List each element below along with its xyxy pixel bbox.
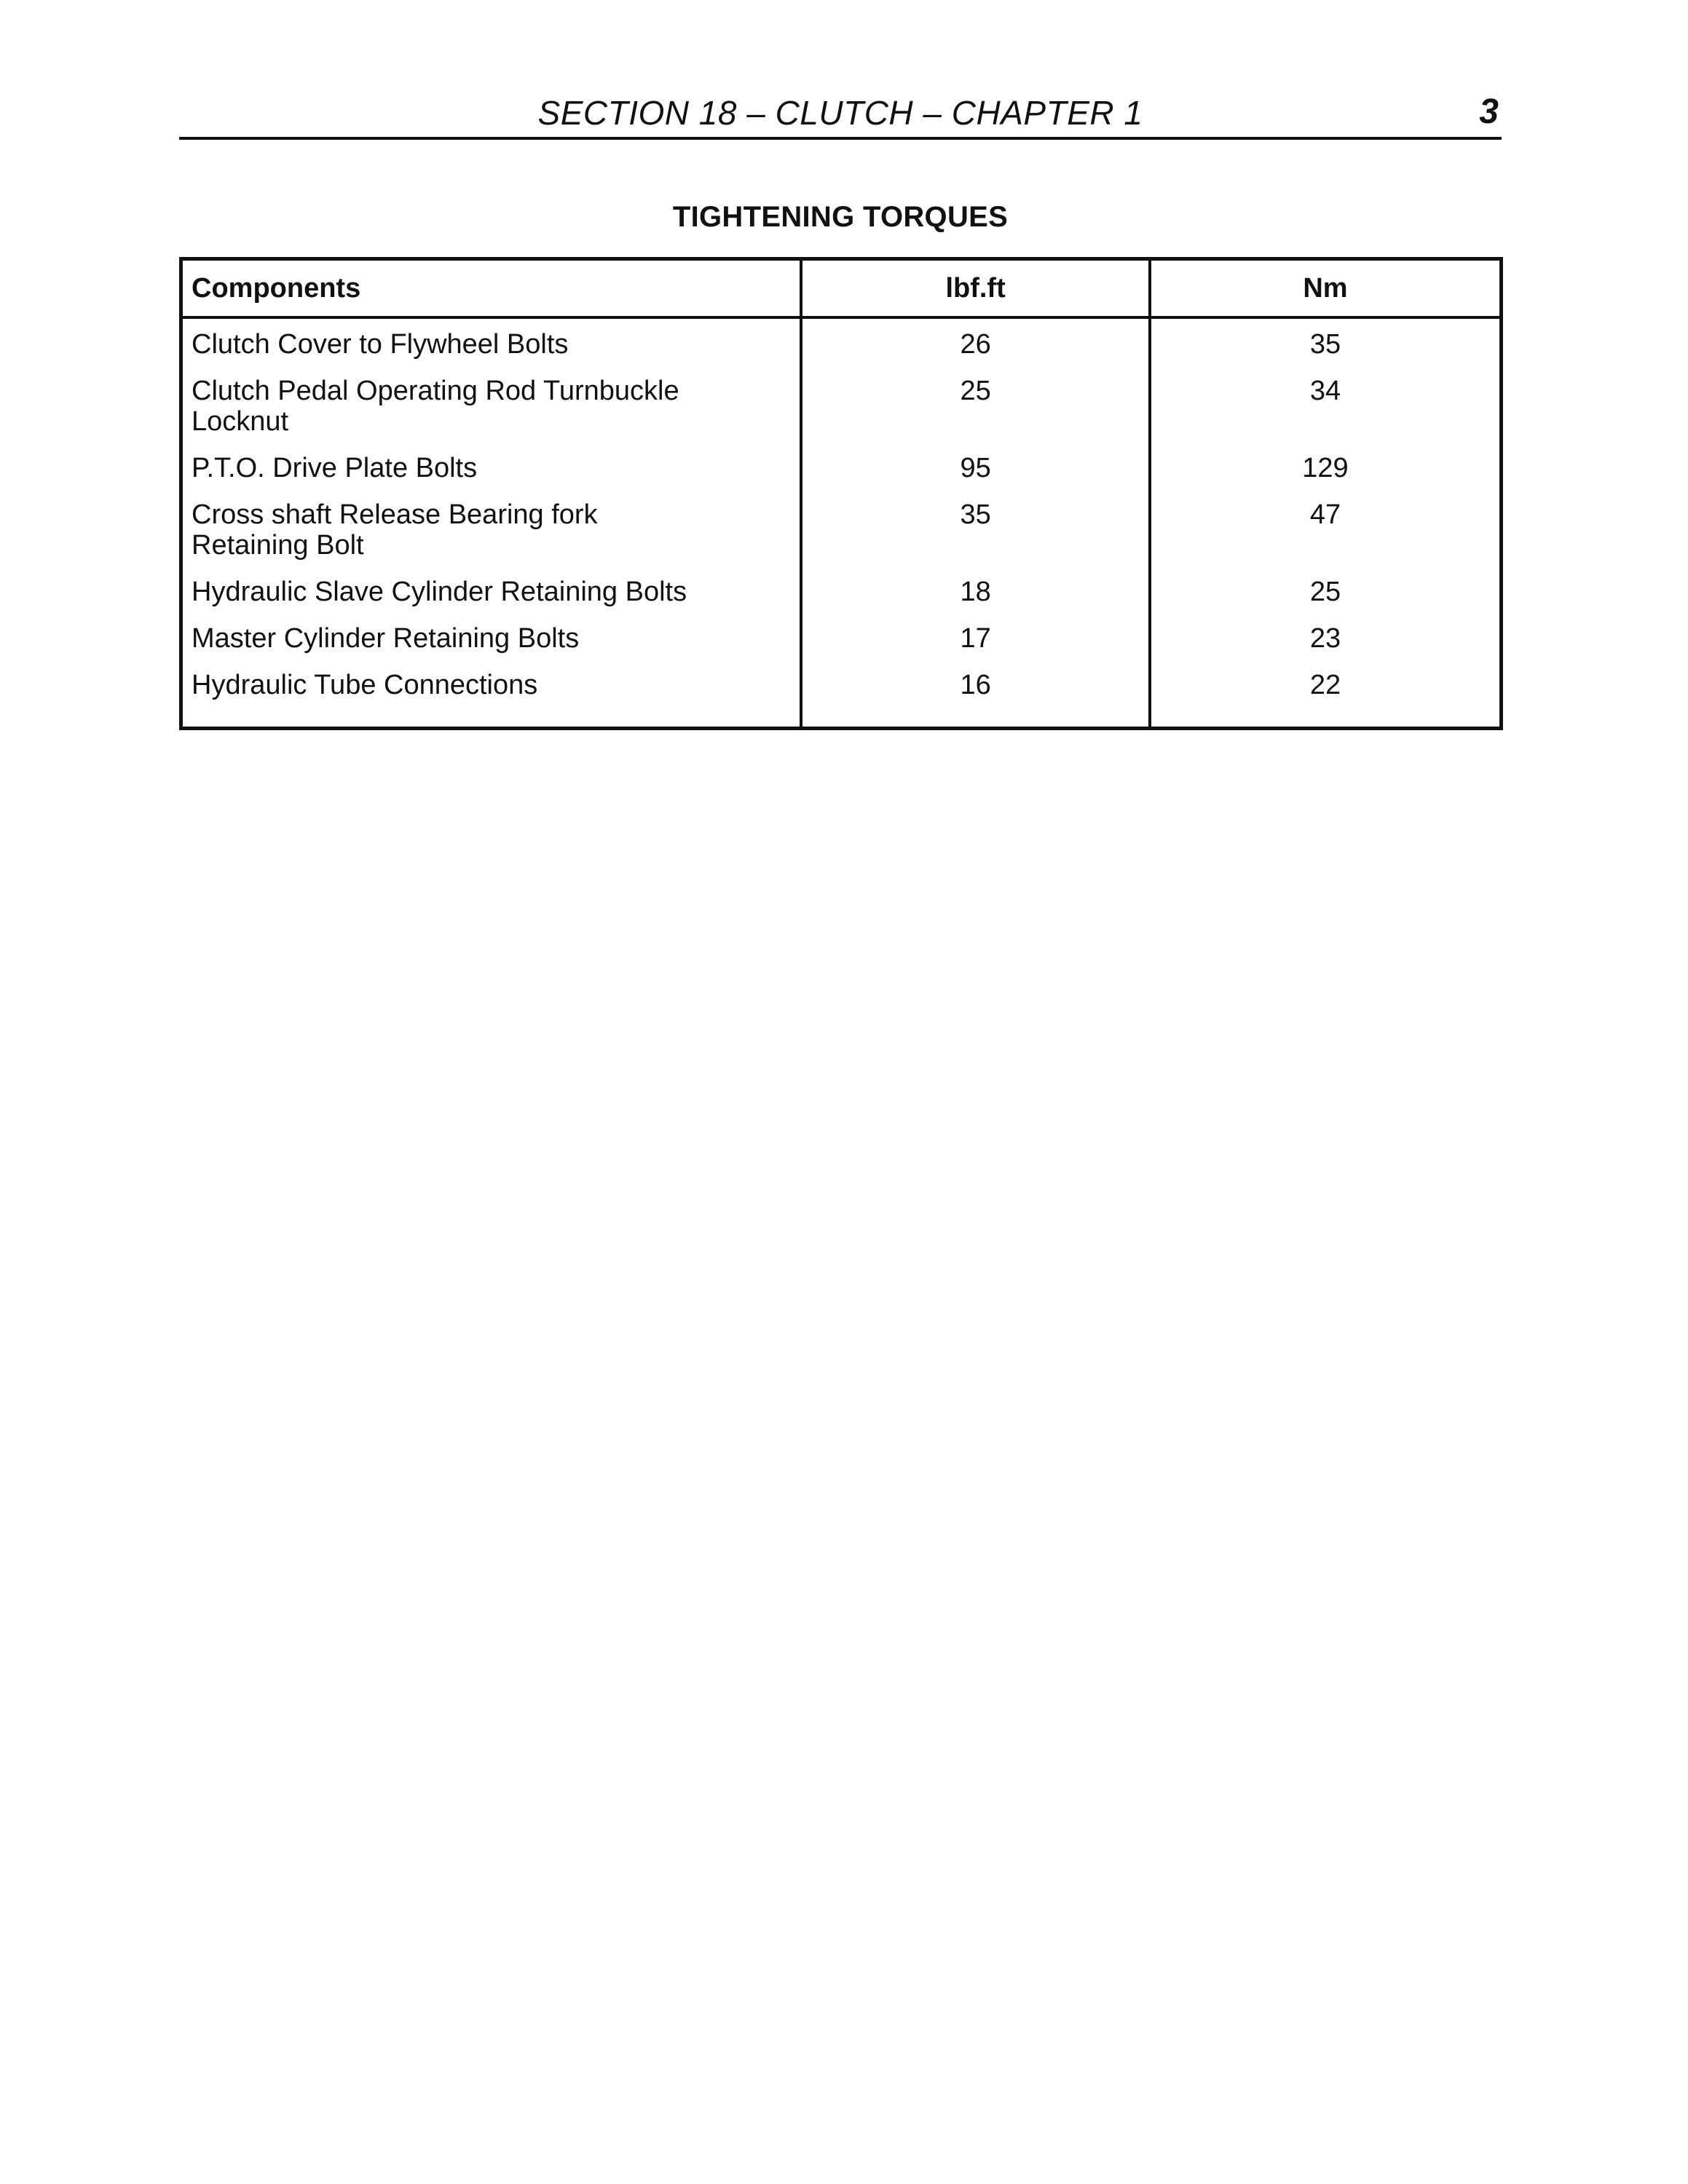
table-row — [181, 376, 1502, 453]
lbf-ft-cell: 16 — [801, 670, 1150, 729]
table-row — [181, 499, 1502, 577]
lbf-ft-cell: 26 — [801, 317, 1150, 376]
column-header-lbf-ft: lbf.ft — [801, 259, 1150, 318]
lbf-ft-cell: 95 — [801, 453, 1150, 499]
component-cell: Hydraulic Slave Cylinder Retaining Bolts — [192, 577, 687, 607]
table-header-row — [181, 259, 1502, 318]
lbf-ft-cell: 18 — [801, 577, 1150, 623]
table-row — [181, 453, 1502, 499]
column-header-nm: Nm — [1150, 259, 1502, 318]
table-row — [181, 670, 1502, 729]
section-title: SECTION 18 – CLUTCH – CHAPTER 1 — [537, 94, 1143, 132]
table-title: TIGHTENING TORQUES — [672, 201, 1009, 233]
nm-cell: 34 — [1150, 376, 1502, 453]
nm-cell: 22 — [1150, 670, 1502, 729]
component-cell: Cross shaft Release Bearing fork Retaining Bolt — [192, 499, 598, 561]
table-row — [181, 317, 1502, 376]
page-number: 3 — [1479, 92, 1499, 131]
nm-cell: 23 — [1150, 623, 1502, 670]
nm-cell: 129 — [1150, 453, 1502, 499]
table-row — [181, 623, 1502, 670]
column-header-components: Components — [181, 259, 802, 318]
component-cell: P.T.O. Drive Plate Bolts — [192, 453, 478, 483]
tightening-torques-table — [179, 257, 1503, 730]
table-row — [181, 577, 1502, 623]
lbf-ft-cell: 35 — [801, 499, 1150, 577]
component-cell: Clutch Cover to Flywheel Bolts — [192, 329, 569, 360]
lbf-ft-cell: 17 — [801, 623, 1150, 670]
nm-cell: 35 — [1150, 317, 1502, 376]
component-cell: Master Cylinder Retaining Bolts — [192, 623, 580, 654]
lbf-ft-cell: 25 — [801, 376, 1150, 453]
nm-cell: 25 — [1150, 577, 1502, 623]
component-cell: Clutch Pedal Operating Rod Turnbuckle Locknut — [192, 376, 679, 437]
nm-cell: 47 — [1150, 499, 1502, 577]
page-header — [179, 86, 1502, 140]
component-cell: Hydraulic Tube Connections — [192, 670, 538, 700]
